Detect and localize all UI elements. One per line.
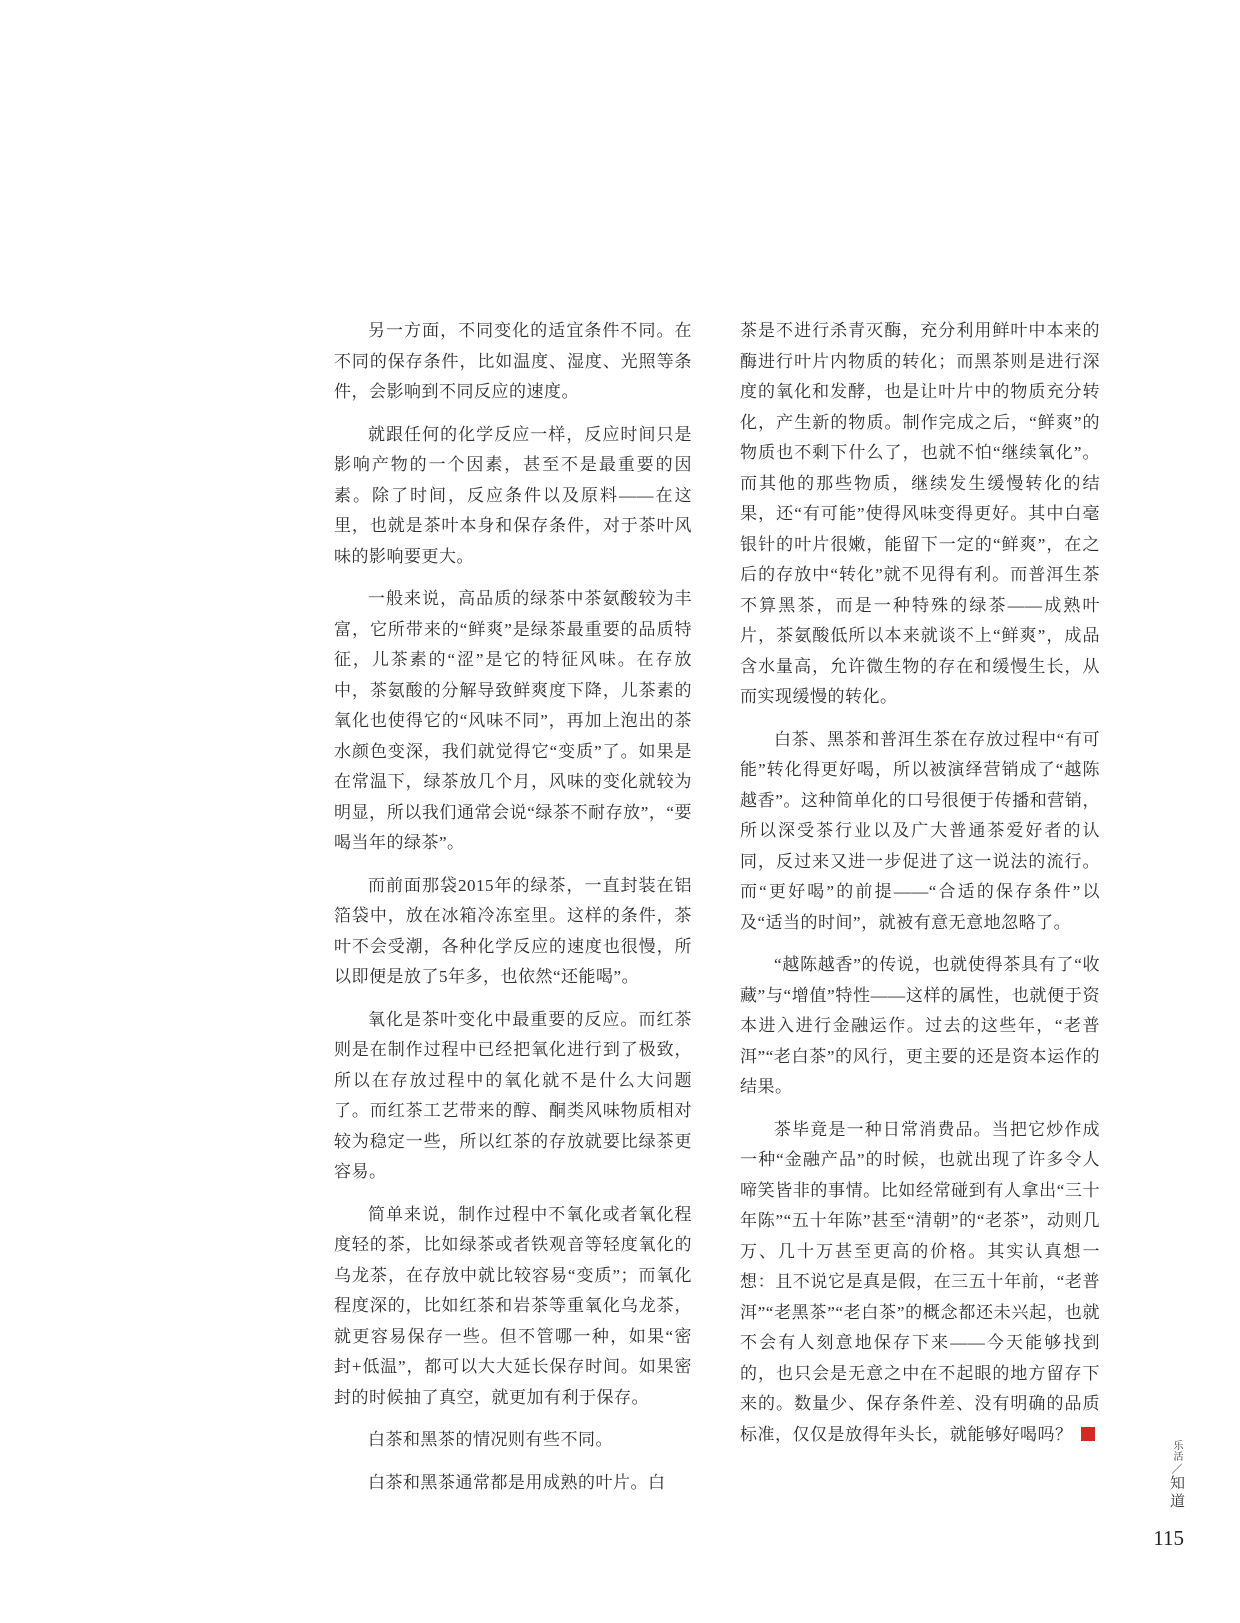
- section-label: [1168, 1440, 1184, 1511]
- paragraph: 白茶和黑茶通常都是用成熟的叶片。白: [368, 1472, 666, 1492]
- paragraph: 简单来说，制作过程中不氧化或者氧化程度轻的茶，比如绿茶或者铁观音等轻度氧化的乌龙茶，在存放中就比较容易“变质”；而氧化程度深的，比如红茶和岩茶等重氧化乌龙茶，就更容易保存一些。但不管哪一种，如果“密封+低温”，都可以大大延长保存时间。如果密封的时候抽了真空，就更加有利于保存。: [334, 1204, 692, 1407]
- slash-divider-icon: ／: [1170, 1463, 1182, 1474]
- paragraph-text: 茶毕竟是一种日常消费品。当把它炒作成一种“金融产品”的时候，也就出现了许多令人啼笑皆非的事情。比如经常碰到有人拿出“三十年陈”“五十年陈”甚至“清朝”的“老茶”，动则几万、几十万甚至更高的价格。其实认真想一想：且不说它是真是假，在三五十年前，“老普洱”“老黑茶”“老白茶”的概念都还未兴起，也就不会有人刻意地保存下来——今天能够找到的，也只会是无意之中在不起眼的地方留存下来的。数量少、保存条件差、没有明确的品质标准，仅仅是放得年头长，就能够好喝吗？: [740, 1119, 1100, 1444]
- article-end-mark: [1081, 1427, 1095, 1441]
- paragraph-last: [740, 1115, 1100, 1451]
- paragraph: 氧化是茶叶变化中最重要的反应。而红茶则是在制作过程中已经把氧化进行到了极致，所以在存放过程中的氧化就不是什么大问题了。而红茶工艺带来的醇、酮类风味物质相对较为稳定一些，所以红茶的存放就要比绿茶更容易。: [334, 1009, 692, 1181]
- paragraph: 一般来说，高品质的绿茶中茶氨酸较为丰富，它所带来的“鲜爽”是绿茶最重要的品质特征，儿茶素的“涩”是它的特征风味。在存放中，茶氨酸的分解导致鲜爽度下降，儿茶素的氧化也使得它的“风味不同”，再加上泡出的茶水颜色变深，我们就觉得它“变质”了。如果是在常温下，绿茶放几个月，风味的变化就较为明显，所以我们通常会说“绿茶不耐存放”，“要喝当年的绿茶”。: [334, 589, 692, 852]
- article-right-column: [740, 316, 1100, 1462]
- paragraph: 另一方面，不同变化的适宜条件不同。在不同的保存条件，比如温度、湿度、光照等条件，会影响到不同反应的速度。: [334, 321, 692, 401]
- paragraph: 白茶和黑茶的情况则有些不同。: [368, 1430, 613, 1449]
- article-left-column: [334, 316, 692, 1510]
- paragraph: 就跟任何的化学反应一样，反应时间只是影响产物的一个因素，甚至不是最重要的因素。除了时间，反应条件以及原料——在这里，也就是茶叶本身和保存条件，对于茶叶风味的影响要更大。: [334, 424, 692, 566]
- paragraph: “越陈越香”的传说，也就使得茶具有了“收藏”与“增值”特性——这样的属性，也就便于资本进入进行金融运作。过去的这些年，“老普洱”“老白茶”的风行，更主要的还是资本运作的结果。: [740, 955, 1100, 1096]
- section-label-top: 乐活: [1171, 1440, 1182, 1462]
- section-label-bottom: 知道: [1168, 1475, 1184, 1511]
- paragraph: 茶是不进行杀青灭酶，充分利用鲜叶中本来的酶进行叶片内物质的转化；而黑茶则是进行深度的氧化和发酵，也是让叶片中的物质充分转化，产生新的物质。制作完成之后，“鲜爽”的物质也不剩下什么了，也就不怕“继续氧化”。而其他的那些物质，继续发生缓慢转化的结果，还“有可能”使得风味变得更好。其中白毫银针的叶片很嫩，能留下一定的“鲜爽”，在之后的存放中“转化”就不见得有利。而普洱生茶不算黑茶，而是一种特殊的绿茶——成熟叶片，茶氨酸低所以本来就谈不上“鲜爽”，成品含水量高，允许微生物的存在和缓慢生长，从而实现缓慢的转化。: [740, 321, 1100, 706]
- paragraph: 而前面那袋2015年的绿茶，一直封装在铝箔袋中，放在冰箱冷冻室里。这样的条件，茶叶不会受潮，各种化学反应的速度也很慢，所以即便是放了5年多，也依然“还能喝”。: [334, 875, 692, 986]
- page-number: 115: [1153, 1526, 1184, 1550]
- paragraph: 白茶、黑茶和普洱生茶在存放过程中“有可能”转化得更好喝，所以被演绎营销成了“越陈越香”。这种简单化的口号很便于传播和营销，所以深受茶行业以及广大普通茶爱好者的认同，反过来又进一步促进了这一说法的流行。而“更好喝”的前提——“合适的保存条件”以及“适当的时间”，就被有意无意地忽略了。: [740, 729, 1100, 932]
